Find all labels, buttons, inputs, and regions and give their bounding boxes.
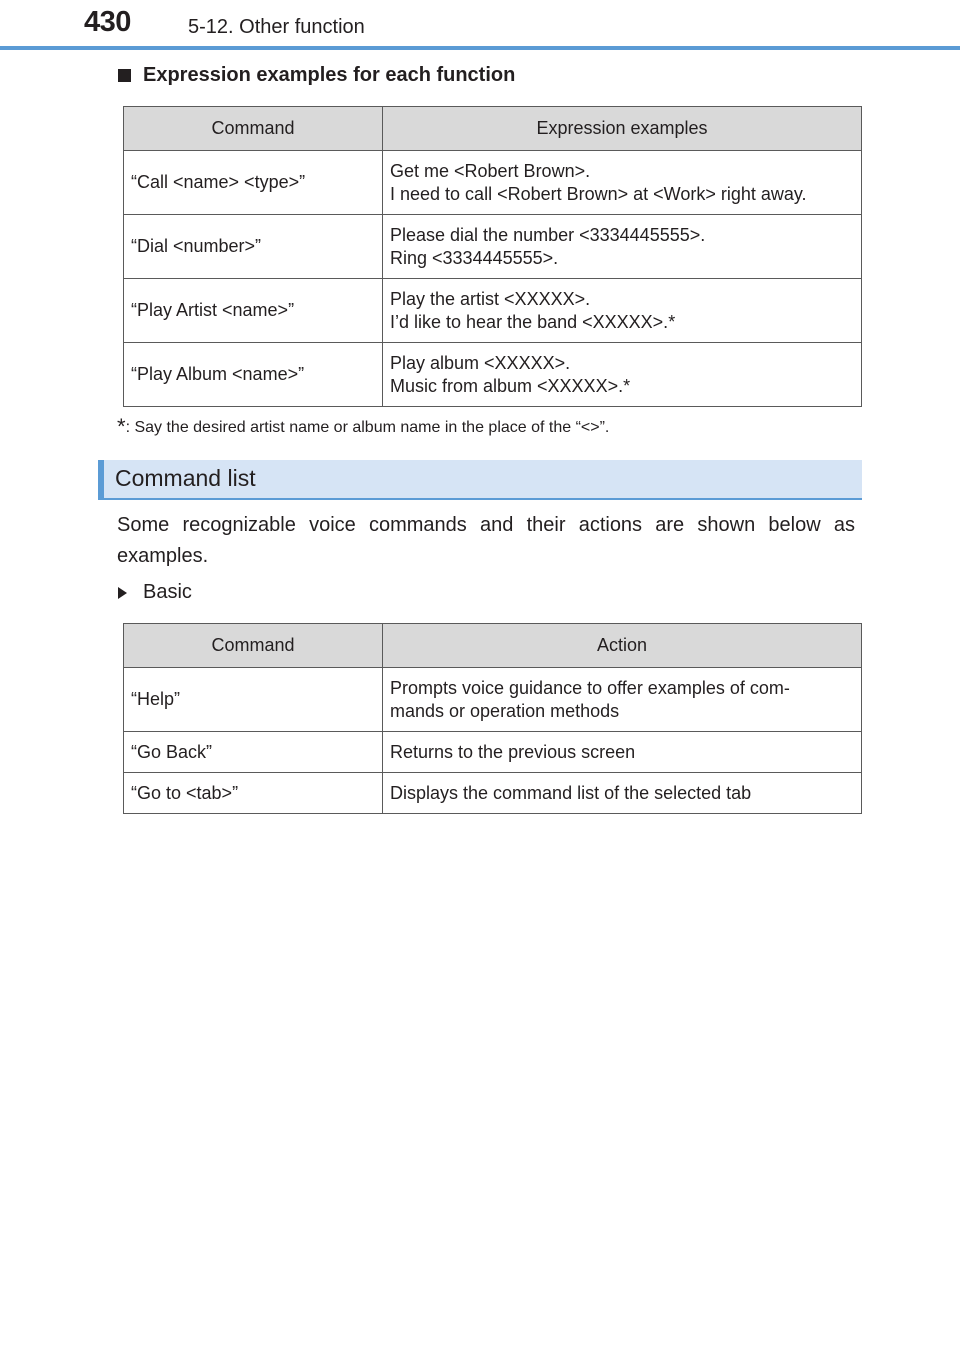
table-row bbox=[124, 773, 862, 814]
table-header-row bbox=[124, 107, 862, 151]
page-number: 430 bbox=[84, 6, 131, 38]
expression-text: Get me <Robert Brown>. I need to call <Robert Brown> at <Work> right away. bbox=[390, 160, 807, 204]
command-list-title: Command list bbox=[115, 465, 256, 491]
expression-cell bbox=[383, 279, 862, 343]
table-row bbox=[124, 343, 862, 407]
basic-commands-table bbox=[123, 623, 862, 814]
footnote-star: * bbox=[117, 414, 126, 439]
table-row bbox=[124, 668, 862, 732]
table-row bbox=[124, 279, 862, 343]
command-cell: “Go Back” bbox=[124, 732, 383, 773]
intro-paragraph: Some recognizable voice commands and their actions are shown below as examples. bbox=[117, 514, 855, 567]
command-cell: “Play Artist <name>” bbox=[124, 279, 383, 343]
command-cell: “Call <name> <type>” bbox=[124, 151, 383, 215]
column-header-action: Action bbox=[383, 624, 862, 668]
section-underline bbox=[98, 498, 862, 500]
page-header bbox=[0, 0, 960, 52]
examples-heading bbox=[118, 64, 515, 87]
action-cell: Displays the command list of the selected tab bbox=[383, 773, 862, 814]
category-label: Basic bbox=[143, 581, 192, 603]
expression-text: Play the artist <XXXXX>. I’d like to hear the band <XXXXX>. bbox=[390, 288, 669, 332]
expression-cell bbox=[383, 215, 862, 279]
column-header-command: Command bbox=[124, 624, 383, 668]
command-cell: “Dial <number>” bbox=[124, 215, 383, 279]
footnote bbox=[117, 414, 609, 440]
column-header-expression: Expression examples bbox=[383, 107, 862, 151]
expression-text: Play album <XXXXX>. Music from album <XXXXX>. bbox=[390, 352, 624, 396]
action-text: Prompts voice guidance to offer examples of com- mands or operation methods bbox=[390, 677, 790, 721]
command-cell: “Play Album <name>” bbox=[124, 343, 383, 407]
triangle-bullet-icon bbox=[118, 587, 127, 599]
footnote-text: : Say the desired artist name or album name in the place of the “<>”. bbox=[125, 419, 610, 436]
expression-examples-table bbox=[123, 106, 862, 407]
table-row bbox=[124, 732, 862, 773]
command-list-section-bar bbox=[98, 460, 862, 498]
table-header-row bbox=[124, 624, 862, 668]
action-cell: Returns to the previous screen bbox=[383, 732, 862, 773]
command-cell: “Go to <tab>” bbox=[124, 773, 383, 814]
header-rule bbox=[0, 46, 960, 50]
table-row bbox=[124, 215, 862, 279]
category-basic bbox=[118, 581, 192, 604]
examples-heading-text: Expression examples for each function bbox=[143, 64, 516, 86]
expression-cell bbox=[383, 151, 862, 215]
action-cell bbox=[383, 668, 862, 732]
square-bullet-icon bbox=[118, 69, 131, 82]
footnote-star: * bbox=[623, 375, 631, 396]
command-cell: “Help” bbox=[124, 668, 383, 732]
section-title: 5-12. Other function bbox=[188, 16, 365, 38]
column-header-command: Command bbox=[124, 107, 383, 151]
footnote-star: * bbox=[668, 311, 676, 332]
section-accent bbox=[98, 460, 104, 498]
table-row bbox=[124, 151, 862, 215]
expression-text: Please dial the number <3334445555>. Ring <3334445555>. bbox=[390, 224, 706, 268]
expression-cell bbox=[383, 343, 862, 407]
